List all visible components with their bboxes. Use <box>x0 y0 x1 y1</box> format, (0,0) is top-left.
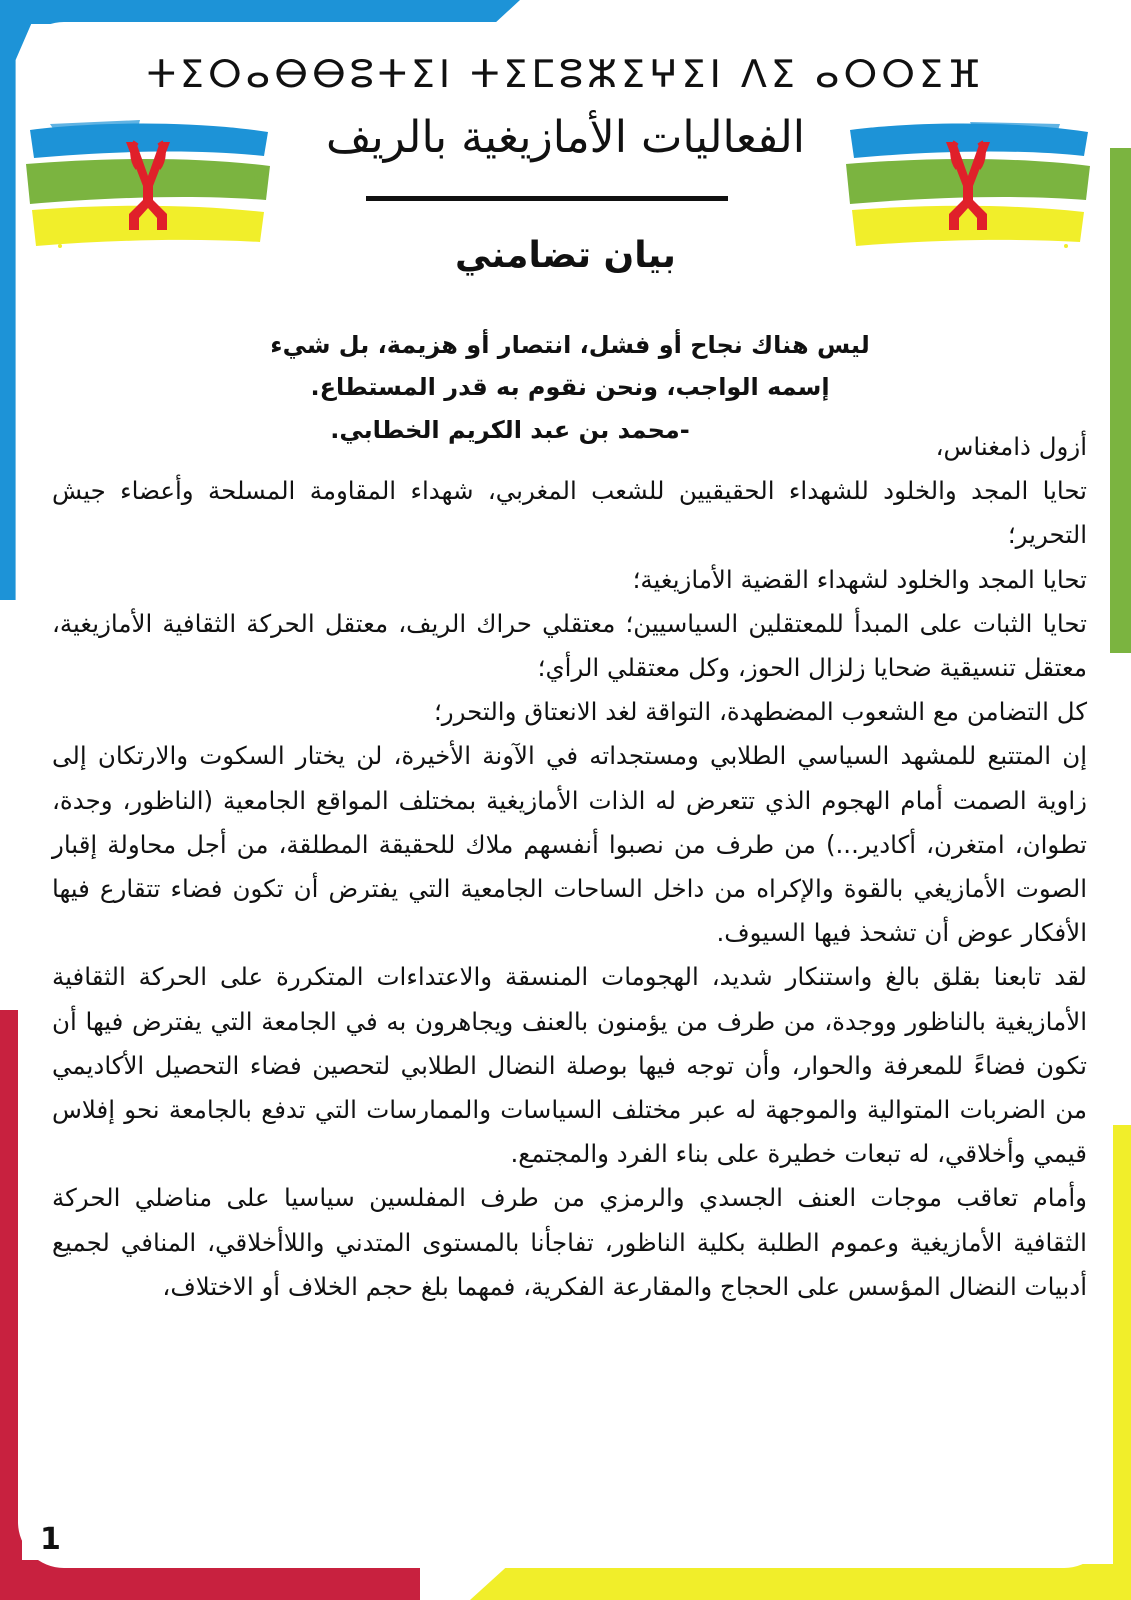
yellow-border-band-bottom <box>470 1564 1131 1600</box>
paragraph: تحايا المجد والخلود لشهداء القضية الأمازيغية؛ <box>632 564 1087 594</box>
amazigh-flag-icon <box>20 118 275 253</box>
paragraph: إن المتتبع للمشهد السياسي الطلابي ومستجداته في الآونة الأخيرة، لن يختار السكوت والارتكان إلى زاوية الصمت أمام الهجوم الذي تتعرض له الذات الأمازيغية بمختلف المواقع الجامعية (الناظور، وجدة، تطوان، امتغرن، أكادير...) من طرف من نصبوا أنفسهم ملاك للحقيقة المطلقة، من أجل محاولة إقبار الصوت الأمازيغي بالقوة والإكراه من داخل الساحات الجامعية التي يفترض أن تكون فضاء تتقارع فيها الأفكار عوض أن تشحذ فيها السيوف. <box>52 741 1087 948</box>
page-number: 1 <box>40 1522 61 1557</box>
tifinagh-title: ⵜⵉⵔⴰⴱⴱⵓⵜⵉⵏ ⵜⵉⵎⵓⵣⵉⵖⵉⵏ ⴷⵉ ⴰⵔⵔⵉⴼ <box>146 52 985 96</box>
statement-body <box>52 425 1087 1309</box>
quote-line: إسمه الواجب، ونحن نقوم به قدر المستطاع. <box>310 373 830 401</box>
paragraph: تحايا المجد والخلود للشهداء الحقيقيين للشعب المغربي، شهداء المقاومة المسلحة وأعضاء جيش التحرير؛ <box>52 476 1087 550</box>
green-border-band <box>1109 148 1131 653</box>
yellow-border-band <box>1113 1125 1131 1600</box>
paragraph: وأمام تعاقب موجات العنف الجسدي والرمزي من طرف المفلسين سياسيا على مناضلي الحركة الثقافية الأمازيغية وعموم الطلبة بكلية الناظور، تفاجأنا بالمستوى المتدني واللاأخلاقي، المنافي لجميع أدبيات النضال المؤسس على الحجاج والمقارعة الفكرية، فمهما بلغ حجم الخلاف أو الاختلاف، <box>52 1183 1087 1301</box>
title-divider <box>366 196 728 201</box>
quote-author: -محمد بن عبد الكريم الخطابي. <box>330 416 690 444</box>
paragraph: تحايا الثبات على المبدأ للمعتقلين السياسيين؛ معتقلي حراك الريف، معتقل الحركة الثقافية الأمازيغية، معتقل تنسيقية ضحايا زلزال الحوز، وكل معتقلي الرأي؛ <box>52 608 1087 683</box>
arabic-title: الفعاليات الأمازيغية بالريف <box>325 112 805 163</box>
amazigh-flag-icon <box>840 118 1095 253</box>
quote-block <box>230 324 910 408</box>
paragraph: لقد تابعنا بقلق بالغ واستنكار شديد، الهجومات المنسقة والاعتداءات المتكررة على الحركة الثقافية الأمازيغية بالناظور ووجدة، من طرف من يؤمنون بالعنف ويجاهرون به في الجامعة التي يفترض فيها أن تكون فضاءً للمعرفة والحوار، وأن توجه فيها بوصلة النضال الطلابي لتحصين فضاء التحصيل الأكاديمي من الضربات المتوالية والموجهة له عبر مختلف السياسات والممارسات التي تدفع بالجامعة نحو إفلاس قيمي وأخلاقي، له تبعات خطيرة على بناء الفرد والمجتمع. <box>52 962 1087 1169</box>
statement-title: بيان تضامني <box>455 235 676 276</box>
paragraph: كل التضامن مع الشعوب المضطهدة، التواقة لغد الانعتاق والتحرر؛ <box>433 697 1087 727</box>
paragraph: أزول ذامغناس، <box>935 432 1087 461</box>
quote-line: ليس هناك نجاح أو فشل، انتصار أو هزيمة، بل شيء <box>270 331 870 359</box>
